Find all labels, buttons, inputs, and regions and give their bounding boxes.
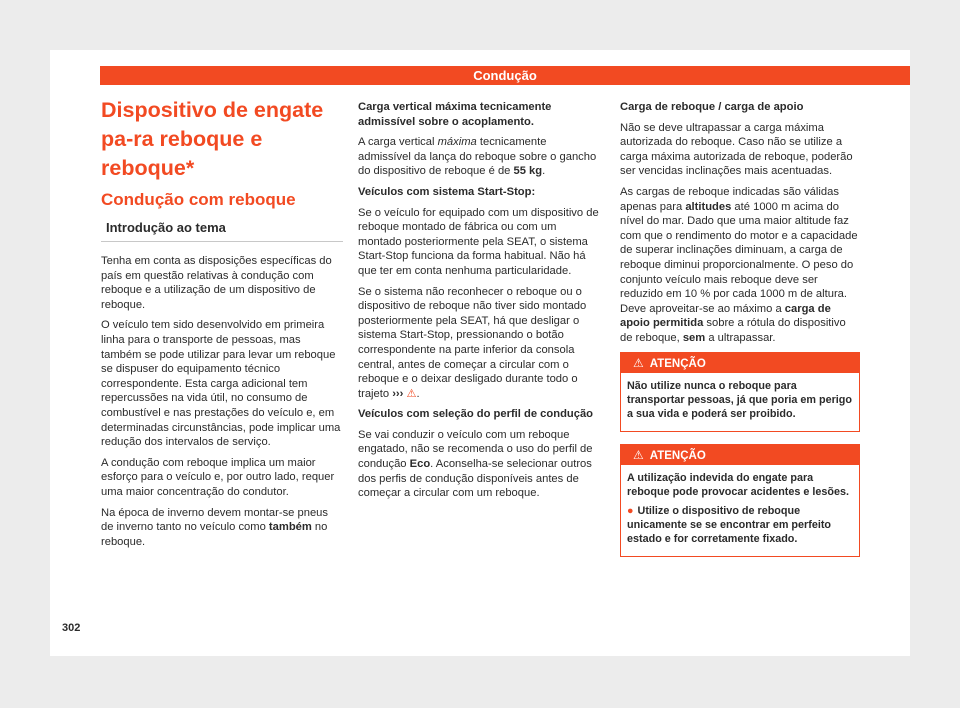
column-middle xyxy=(358,100,600,507)
paragraph: O veículo tem sido desenvolvido em primeira linha para o transporte de pessoas, mas também se pode utilizar para levar um reboque se dispuser do equipamento técnico correspondente. Esta carga adicional tem repercussões na vida útil, no consumo de combustível e nas prestações do veículo e, em determinadas circunstâncias, pode implicar uma redução dos intervalos de serviço. xyxy=(101,319,341,449)
bullet-icon: ● xyxy=(627,504,634,517)
subheading: Veículos com sistema Start-Stop: xyxy=(358,185,536,198)
subsection-title: Introdução ao tema xyxy=(101,219,343,242)
paragraph: Se o sistema não reconhecer o reboque ou o dispositivo de reboque não tiver sido montado posteriormente pela SEAT, há que desligar o sistema Start-Stop, pressionando o botão correspondente na parte inferior da consola central, antes de começar a circular com o reboque e o deixar desligado durante todo o trajeto ››› ⚠. xyxy=(358,285,587,400)
paragraph: Não se deve ultrapassar a carga máxima autorizada do reboque. Caso não se utilize a carga máxima autorizada de reboque, poderão ser vencidas inclinações mais acentuadas. xyxy=(620,121,853,178)
paragraph: As cargas de reboque indicadas são válidas apenas para altitudes até 1000 m acima do nível do mar. Dado que uma maior altitude faz com que o rendimento do motor e a capacidade de superar inclinações diminuam, a carga de reboque diminui proporcionalmente. O peso do conjunto veículo mais reboque deve ser reduzido em 10 % por cada 1000 m de altura. Deve aproveitar-se ao máximo a carga de apoio permitida sobre a rótula do dispositivo de reboque, sem a ultrapassar. xyxy=(620,185,858,344)
column-right xyxy=(620,100,860,569)
reference-arrows[interactable]: ››› xyxy=(392,387,404,400)
paragraph: A condução com reboque implica um maior esforço para o veículo e, por outro lado, requer uma maior concentração do condutor. xyxy=(101,456,335,498)
warning-triangle-icon: ⚠ xyxy=(633,355,644,370)
warning-text: A utilização indevida do engate para reboque pode provocar acidentes e lesões. ● Utilize o dispositivo de reboque unicamente se se encontrar em perfeito estado e for corretamente fixado. xyxy=(621,465,859,556)
subheading: Veículos com seleção do perfil de condução xyxy=(358,408,594,421)
paragraph: A carga vertical máxima tecnicamente admissível da lança do reboque sobre o gancho do dispositivo de reboque é de 55 kg. xyxy=(358,136,597,178)
subheading: Carga de reboque / carga de apoio xyxy=(620,101,804,113)
warning-triangle-icon[interactable]: ⚠ xyxy=(406,387,417,400)
warning-bullet: ● Utilize o dispositivo de reboque unicamente se se encontrar em perfeito estado e for corretamente fixado. xyxy=(627,504,832,545)
warning-header: ⚠ ATENÇÃO xyxy=(621,353,859,373)
paragraph: Na época de inverno devem montar-se pneus de inverno tanto no veículo como também no reboque. xyxy=(101,506,328,548)
warning-box xyxy=(620,444,860,557)
chapter-header: Condução xyxy=(100,66,910,85)
page-title: Dispositivo de engate pa-ra reboque e reboque* xyxy=(101,98,324,180)
warning-triangle-icon: ⚠ xyxy=(633,448,644,463)
manual-page xyxy=(50,50,910,656)
subheading: Carga vertical máxima tecnicamente admissível sobre o acoplamento. xyxy=(358,101,552,128)
warning-header: ⚠ ATENÇÃO xyxy=(621,445,859,465)
paragraph: Se vai conduzir o veículo com um reboque engatado, não se recomenda o uso do perfil de condução Eco. Aconselha-se selecionar outros dos perfis de condução disponíveis antes de começar a circular com um reboque. xyxy=(358,428,593,500)
warning-box xyxy=(620,352,860,433)
paragraph: Se o veículo for equipado com um dispositivo de reboque montado de fábrica ou com um montado posteriormente pela SEAT, o sistema Start-Stop funciona da forma habitual. Não há que ter em conta nenhuma particularidade. xyxy=(358,206,599,277)
paragraph: Tenha em conta as disposições específicas do país em questão relativas à condução com reboque e a utilização de um dispositivo de reboque. xyxy=(101,255,332,311)
column-left xyxy=(101,96,343,555)
warning-text: Não utilize nunca o reboque para transportar pessoas, já que poria em perigo a sua vida e poderá ser proibido. xyxy=(627,379,853,420)
section-title: Condução com reboque xyxy=(101,190,296,209)
page-number: 302 xyxy=(62,622,81,634)
